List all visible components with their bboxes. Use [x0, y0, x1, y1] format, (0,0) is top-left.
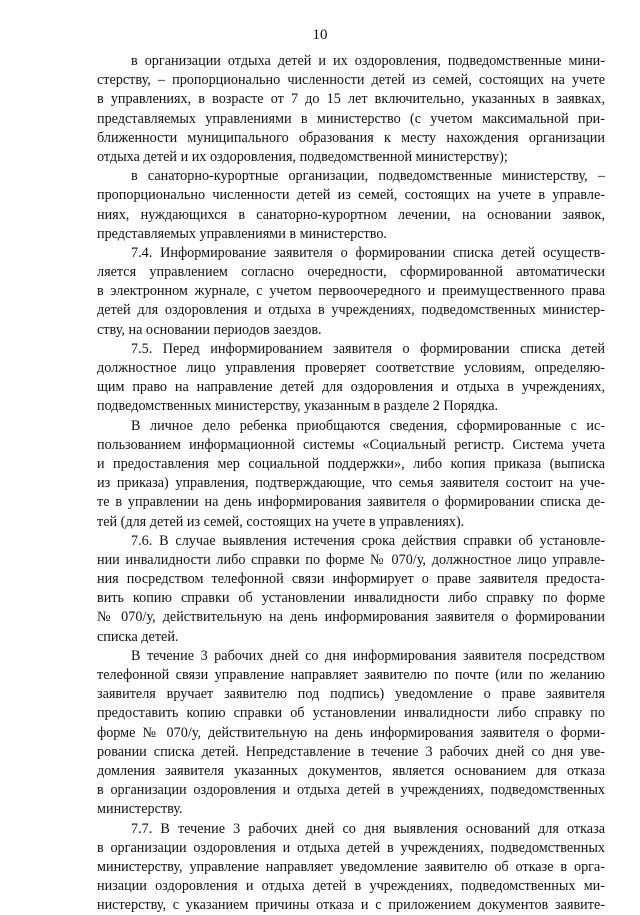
- text-line: в организации оздоровления и отдыха детей в учреждениях, подведомственных: [97, 839, 605, 858]
- text-line: тей (для детей из семей, состоящих на учете в управлениях).: [97, 513, 605, 532]
- paragraph-notification-deadline: [97, 647, 605, 820]
- text-line: и предоставления мер социальной поддержки», либо копия приказа (выписка: [97, 455, 605, 474]
- text-line: нистерству, с указанием причины отказа и с приложением документов заявите-: [97, 896, 605, 915]
- text-line: 7.4. Информирование заявителя о формировании списка детей осуществ-: [97, 244, 605, 263]
- text-line: представляемых управлениями в министерство.: [97, 225, 605, 244]
- page-number: 10: [0, 26, 640, 44]
- text-line: те в управлении на день информирования заявителя о формировании списка де-: [97, 493, 605, 512]
- text-line: в санаторно-курортные организации, подведомственные министерству, –: [97, 167, 605, 186]
- text-line: отдыха детей и их оздоровления, подведомственной министерству);: [97, 148, 605, 167]
- text-line: нии инвалидности либо справки по форме № 070/у, должностное лицо управле-: [97, 551, 605, 570]
- paragraph-section-7-5: [97, 340, 605, 417]
- text-line: домления заявителя указанных документов, является основанием для отказа: [97, 762, 605, 781]
- text-line: в организации оздоровления и отдыха детей в учреждениях, подведомственных: [97, 781, 605, 800]
- text-line: 7.6. В случае выявления истечения срока действия справки об установле-: [97, 532, 605, 551]
- paragraph-personal-file: [97, 417, 605, 532]
- text-line: подведомственных министерству, указанным в разделе 2 Порядка.: [97, 397, 605, 416]
- text-line: форме № 070/у, действительную на день информирования заявителя о форми-: [97, 724, 605, 743]
- text-line: вить копию справки об установлении инвалидности либо справку по форме: [97, 589, 605, 608]
- text-line: министерству, управление направляет уведомление заявителю об отказе в орга-: [97, 858, 605, 877]
- text-line: ству, на основании периодов заездов.: [97, 321, 605, 340]
- text-line: из приказа) управления, подтверждающие, что семья заявителя состоит на уче-: [97, 474, 605, 493]
- text-line: щим право на направление детей для оздоровления и отдыха в учреждениях,: [97, 378, 605, 397]
- paragraph-section-7-6: [97, 532, 605, 647]
- paragraph-sanatorium-allocation: [97, 167, 605, 244]
- paragraph-recreation-allocation: [97, 52, 605, 167]
- text-line: пропорционально численности детей из семей, состоящих на учете в управле-: [97, 186, 605, 205]
- text-line: низации оздоровления и отдыха детей в учреждениях, подведомственных ми-: [97, 877, 605, 896]
- text-line: 7.7. В течение 3 рабочих дней со дня выявления оснований для отказа: [97, 820, 605, 839]
- text-line: В личное дело ребенка приобщаются сведения, сформированные с ис-: [97, 417, 605, 436]
- text-line: ниях, нуждающихся в санаторно-курортном лечении, на основании заявок,: [97, 206, 605, 225]
- text-line: ближенности муниципального образования к месту нахождения организации: [97, 129, 605, 148]
- document-body: [97, 52, 605, 915]
- text-line: в электронном журнале, с учетом первоочередного и преимущественного права: [97, 282, 605, 301]
- text-line: пользованием информационной системы «Социальный регистр. Система учета: [97, 436, 605, 455]
- text-line: телефонной связи управление направляет заявителю по почте (или по желанию: [97, 666, 605, 685]
- text-line: детей для оздоровления и отдыха в учреждениях, подведомственных министер-: [97, 301, 605, 320]
- text-line: предоставить копию справки об установлении инвалидности либо справку по: [97, 704, 605, 723]
- text-line: 7.5. Перед информированием заявителя о формировании списка детей: [97, 340, 605, 359]
- paragraph-section-7-7: [97, 820, 605, 915]
- text-line: ровании списка детей. Непредставление в течение 3 рабочих дней со дня уве-: [97, 743, 605, 762]
- text-line: заявителя вручает заявителю под подпись) уведомление о праве заявителя: [97, 685, 605, 704]
- text-line: в управлениях, в возрасте от 7 до 15 лет включительно, указанных в заявках,: [97, 90, 605, 109]
- text-line: В течение 3 рабочих дней со дня информирования заявителя посредством: [97, 647, 605, 666]
- text-line: в организации отдыха детей и их оздоровления, подведомственные мини-: [97, 52, 605, 71]
- text-line: должностное лицо управления проверяет соответствие условиям, определяю-: [97, 359, 605, 378]
- text-line: представляемых управлениями в министерство (с учетом максимальной при-: [97, 110, 605, 129]
- text-line: ния посредством телефонной связи информирует о праве заявителя предоста-: [97, 570, 605, 589]
- text-line: министерству.: [97, 800, 605, 819]
- text-line: стерству, – пропорционально численности детей из семей, состоящих на учете: [97, 71, 605, 90]
- text-line: № 070/у, действительную на день информирования заявителя о формировании: [97, 608, 605, 627]
- text-line: ляется управлением согласно очередности, сформированной автоматически: [97, 263, 605, 282]
- text-line: списка детей.: [97, 628, 605, 647]
- paragraph-section-7-4: [97, 244, 605, 340]
